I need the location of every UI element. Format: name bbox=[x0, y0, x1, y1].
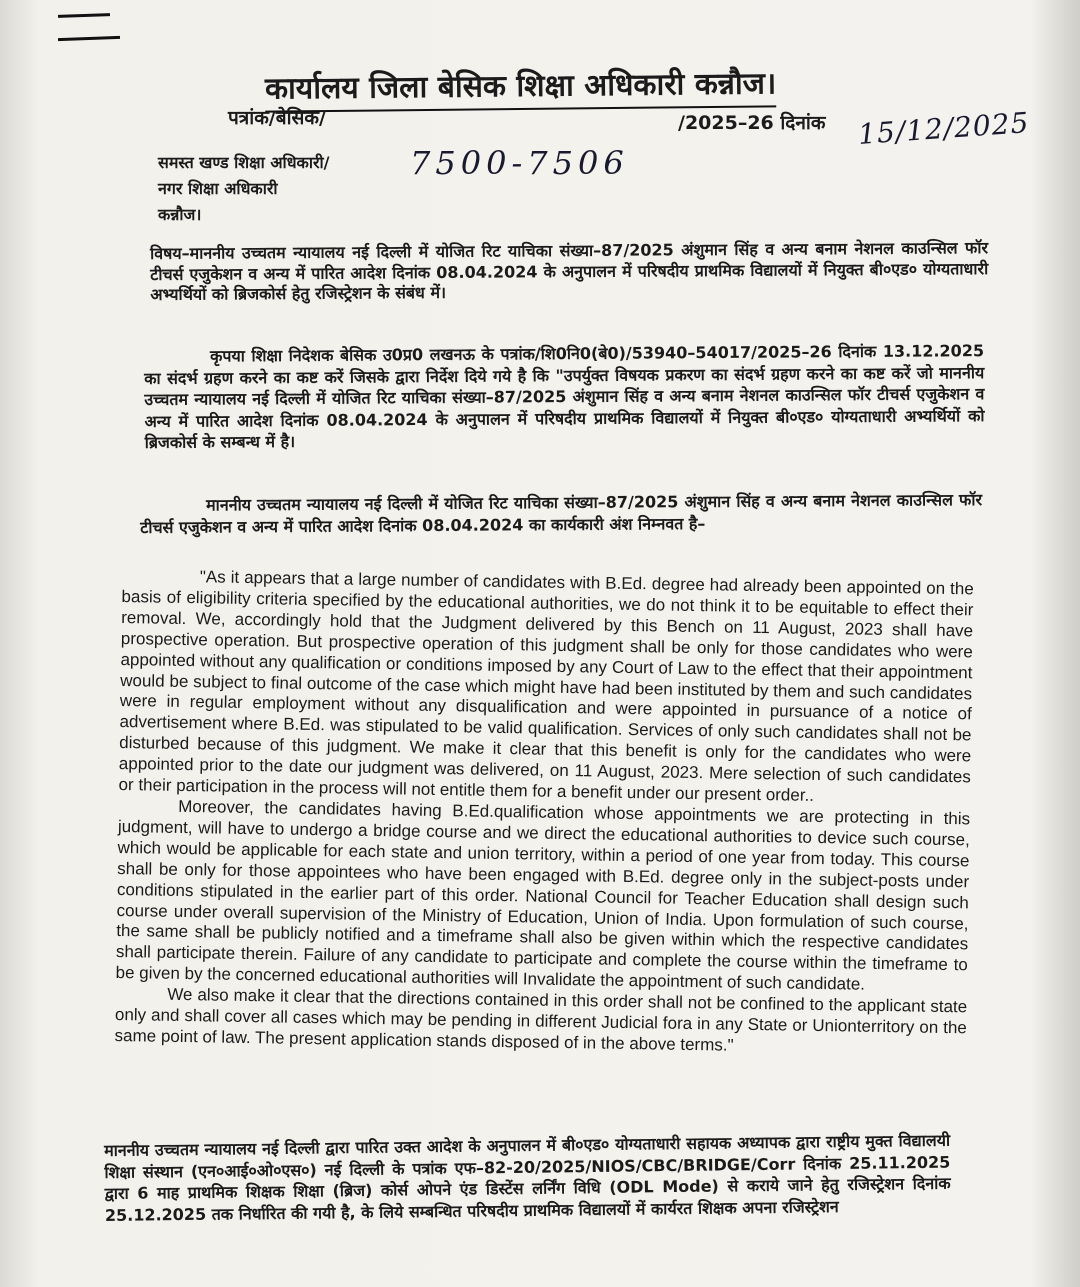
office-title: कार्यालय जिला बेसिक शिक्षा अधिकारी कन्नौज। bbox=[265, 61, 777, 112]
recipient-line: कन्नौज। bbox=[158, 205, 202, 224]
handwritten-dispatch-number: 7500-7506 bbox=[410, 144, 629, 182]
handwritten-date: 15/12/2025 bbox=[857, 106, 1031, 151]
quote-paragraph: Moreover, the candidates having B.Ed.qualification whose appointments we are protecting in this judgment, will have to undergo a bridge course and we direct the educational authorities to device such course, which would be applicable for each state and union territory, within a period of one year from today. This course shall be only for those appointees who have been engaged with B.Ed. degree only in the subject-posts under conditions stipulated in the earlier part of this order. National Council for Teacher Education shall design such course under overall supervision of the Ministry of Education, Union of India. Upon formulation of such course, the same shall be publicly notified and a timeframe shall also be given within which the respective candidates shall participate therein. Failure of any candidate to participate and complete the course within the timeframe to be given by the concerned educational authorities will Invalidate the appointment of such candidate. bbox=[115, 796, 971, 994]
body-paragraph-text: कृपया शिक्षा निदेशक बेसिक उ0प्र0 लखनऊ के पत्रांक/शि0नि0(बे0)/53940–54017/2025–26 दिनांक 13.12.2025 का संदर्भ ग्रहण करने का कष्ट करें जिसके द्वारा निर्देश दिये गये है कि "उपर्युक्त विषयक प्रकरण का संदर्भ ग्रहण करने का कष्ट करें जो माननीय उच्चतम न्यायालय नई दिल्ली में योजित रिट याचिका संख्या–87/2025 अंशुमान सिंह व अन्य बनाम नेशनल काउन्सिल फॉर टीचर्स एजुकेशन व अन्य में पारित आदेश दिनांक 08.04.2024 के अनुपालन में परिषदीय प्राथमिक विद्यालयों में नियुक्त बी०एड० योग्यताधारी अभ्यर्थियों को ब्रिजकोर्स के सम्बन्ध में है। bbox=[144, 341, 985, 452]
body-paragraph-text: माननीय उच्चतम न्यायालय नई दिल्ली द्वारा पारित उक्त आदेश के अनुपालन में बी०एड० योग्यताधारी सहायक अध्यापक द्वारा राष्ट्रीय मुक्त विद्यालयी शिक्षा संस्थान (एन०आई०ओ०एस०) नई दिल्ली के पत्रांक एफ–82-20/2025/NIOS/CBC/BRIDGE/Corr दिनांक 25.11.2025 द्वारा 6 माह प्राथमिक शिक्षक शिक्षा (ब्रिज) कोर्स ओपने एंड डिस्टेंस लर्निंग विधि (ODL Mode) से कराये जाने हेतु रजिस्ट्रेशन दिनांक 25.12.2025 तक निर्धारित की गयी है, के लिये सम्बन्धित परिषदीय प्राथमिक विद्यालयों में कार्यरत शिक्षक अपना रजिस्ट्रेशन bbox=[104, 1130, 951, 1225]
scribble-mark bbox=[58, 13, 110, 18]
recipient-line: नगर शिक्षा अधिकारी bbox=[158, 179, 278, 198]
recipient-block bbox=[158, 150, 330, 228]
letter-year-date-label: /2025–26 दिनांक bbox=[678, 112, 826, 134]
quote-paragraph: "As it appears that a large number of candidates with B.Ed. degree had already been appointed on the basis of eligibility criteria specified by the educational authorities, we do not think it to be equitable to effect their removal. We, accordingly hold that the Judgment delivered by this Bench on 11 August, 2023 shall have prospective operation. But prospective operation of this judgment shall be only for those candidates who were appointed without any qualification or conditions imposed by any Court of Law to the effect that their appointment would be subject to final outcome of the case which might have had been instituted by them and such candidates were in regular employment without any disqualification and were appointed in pursuance of a notice of advertisement where B.Ed. was stipulated to be valid qualification. Services of only such candidates shall not be disturbed because of this judgment. We make it clear that this benefit is only for the candidates who were appointed prior to the date our judgment was delivered, on 11 August, 2023. Mere selection of such candidates or their participation in the process will not entitle them for a benefit under our present order.. bbox=[118, 567, 974, 805]
body-paragraph-text: माननीय उच्चतम न्यायालय नई दिल्ली में योजित रिट याचिका संख्या–87/2025 अंशुमान सिंह व अन्य बनाम नेशनल काउन्सिल फॉर टीचर्स एजुकेशन व अन्य में पारित आदेश दिनांक 08.04.2024 का कार्यकारी अंश निम्नवत है– bbox=[140, 490, 983, 537]
body-paragraph bbox=[140, 489, 982, 538]
scribble-mark bbox=[58, 36, 120, 41]
body-paragraph bbox=[104, 1130, 951, 1226]
body-paragraph bbox=[144, 340, 985, 453]
court-order-quote bbox=[114, 566, 973, 1060]
recipient-line: समस्त खण्ड शिक्षा अधिकारी/ bbox=[158, 153, 330, 172]
letter-reference: पत्रांक/बेसिक/ bbox=[228, 107, 326, 129]
subject-paragraph: विषय–माननीय उच्चतम न्यायालय नई दिल्ली में योजित रिट याचिका संख्या–87/2025 अंशुमान सिंह व अन्य बनाम नेशनल काउन्सिल फॉर टीचर्स एजुकेशन व अन्य में पारित आदेश दिनांक 08.04.2024 के अनुपालन में परिषदीय प्राथमिक विद्यालयों में नियुक्त बी०एड० योग्यताधारी अभ्यर्थियों को ब्रिजकोर्स हेतु रजिस्ट्रेशन के संबंध में। bbox=[150, 238, 989, 304]
quote-paragraph: We also make it clear that the directions contained in this order shall not be confined to the applicant state only and shall cover all cases which may be pending in different Judicial fora in any State or Unionterritory on the same point of law. The present application stands disposed of in the above terms." bbox=[114, 984, 968, 1055]
